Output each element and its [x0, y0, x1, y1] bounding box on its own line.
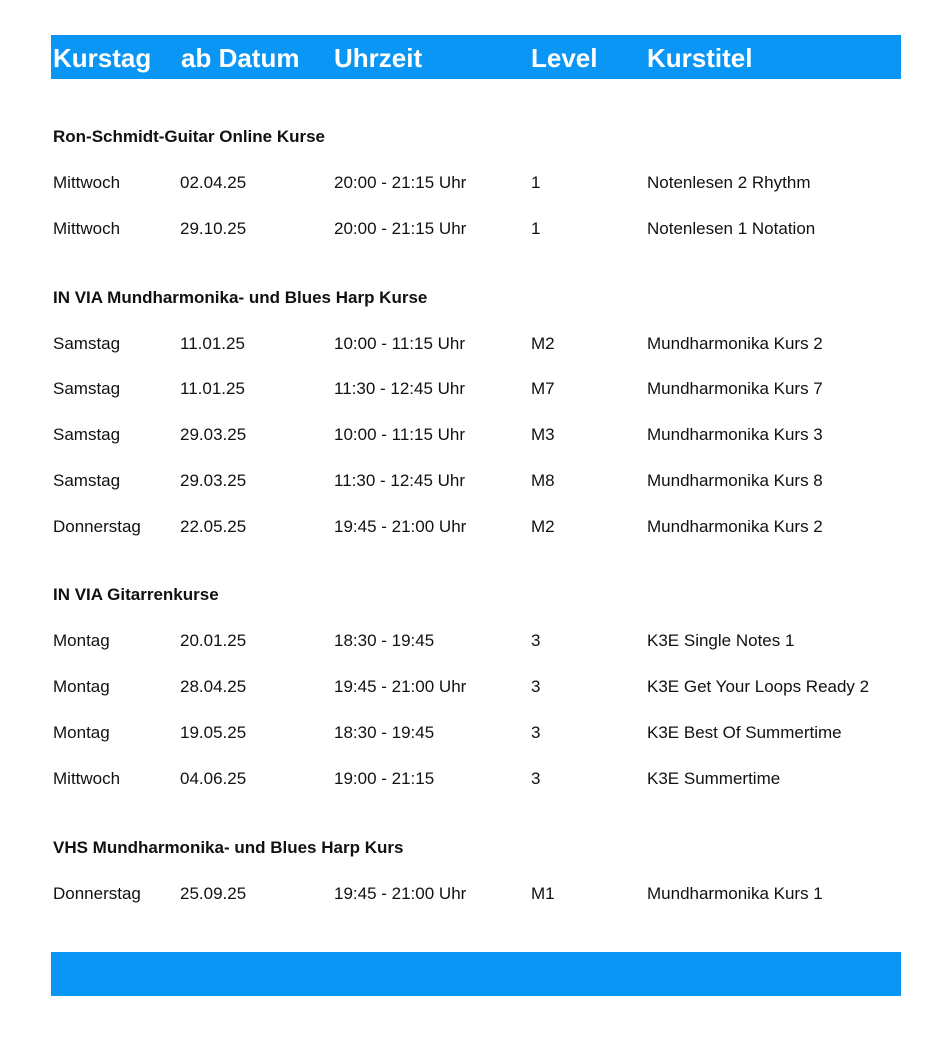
table-row [0, 884, 942, 908]
cell-kurstitel: Mundharmonika Kurs 2 [647, 334, 823, 353]
cell-datum: 19.05.25 [180, 723, 247, 742]
cell-kurstag: Montag [53, 677, 110, 696]
cell-uhrzeit: 10:00 - 11:15 Uhr [334, 334, 466, 353]
header-ab-datum: ab Datum [181, 43, 300, 73]
cell-level: 3 [531, 677, 541, 696]
cell-kurstitel: K3E Summertime [647, 769, 781, 788]
cell-datum: 04.06.25 [180, 769, 247, 788]
table-row [0, 334, 942, 358]
table-footer [51, 952, 901, 996]
cell-datum: 22.05.25 [180, 517, 247, 536]
header-uhrzeit: Uhrzeit [334, 43, 423, 73]
cell-datum: 29.03.25 [180, 425, 247, 444]
cell-kurstitel: Notenlesen 1 Notation [647, 219, 816, 238]
section-title-vhs-mundharmonika: VHS Mundharmonika- und Blues Harp Kurs [53, 838, 404, 857]
cell-level: 1 [531, 219, 541, 238]
cell-uhrzeit: 19:00 - 21:15 [334, 769, 435, 788]
cell-kurstag: Donnerstag [53, 884, 141, 903]
cell-level: M2 [531, 517, 555, 536]
header-kurstag: Kurstag [53, 43, 152, 73]
cell-kurstag: Samstag [53, 425, 121, 444]
cell-level: 3 [531, 631, 541, 650]
cell-kurstag: Montag [53, 723, 110, 742]
cell-kurstitel: K3E Best Of Summertime [647, 723, 842, 742]
table-row [0, 425, 942, 449]
header-level: Level [531, 43, 598, 73]
cell-kurstag: Montag [53, 631, 110, 650]
cell-kurstitel: K3E Single Notes 1 [647, 631, 795, 650]
cell-uhrzeit: 11:30 - 12:45 Uhr [334, 379, 466, 398]
cell-uhrzeit: 19:45 - 21:00 Uhr [334, 517, 467, 536]
cell-level: 3 [531, 769, 541, 788]
cell-level: M2 [531, 334, 555, 353]
cell-kurstag: Samstag [53, 471, 121, 490]
table-header [51, 35, 901, 79]
section-title-ron-schmidt: Ron-Schmidt-Guitar Online Kurse [53, 127, 326, 146]
cell-uhrzeit: 20:00 - 21:15 Uhr [334, 173, 467, 192]
cell-level: 1 [531, 173, 541, 192]
cell-kurstag: Donnerstag [53, 517, 141, 536]
cell-datum: 29.03.25 [180, 471, 247, 490]
cell-datum: 25.09.25 [180, 884, 247, 903]
cell-datum: 11.01.25 [180, 379, 245, 398]
cell-kurstag: Samstag [53, 379, 121, 398]
cell-kurstitel: Mundharmonika Kurs 2 [647, 517, 823, 536]
cell-level: M1 [531, 884, 555, 903]
cell-datum: 29.10.25 [180, 219, 247, 238]
table-row [0, 219, 942, 243]
cell-kurstitel: Mundharmonika Kurs 1 [647, 884, 823, 903]
cell-level: 3 [531, 723, 541, 742]
cell-uhrzeit: 10:00 - 11:15 Uhr [334, 425, 466, 444]
cell-uhrzeit: 20:00 - 21:15 Uhr [334, 219, 467, 238]
cell-kurstag: Samstag [53, 334, 121, 353]
table-row [0, 677, 942, 701]
table-row [0, 769, 942, 793]
cell-kurstitel: Notenlesen 2 Rhythm [647, 173, 811, 192]
cell-uhrzeit: 19:45 - 21:00 Uhr [334, 677, 467, 696]
cell-level: M3 [531, 425, 555, 444]
cell-datum: 11.01.25 [180, 334, 245, 353]
cell-level: M8 [531, 471, 555, 490]
table-row [0, 379, 942, 403]
cell-datum: 20.01.25 [180, 631, 247, 650]
table-row [0, 723, 942, 747]
cell-kurstag: Mittwoch [53, 173, 121, 192]
cell-uhrzeit: 18:30 - 19:45 [334, 723, 435, 742]
table-row [0, 631, 942, 655]
table-row [0, 471, 942, 495]
cell-kurstag: Mittwoch [53, 219, 121, 238]
cell-kurstitel: K3E Get Your Loops Ready 2 [647, 677, 870, 696]
header-kurstitel: Kurstitel [647, 43, 753, 73]
cell-datum: 28.04.25 [180, 677, 247, 696]
cell-datum: 02.04.25 [180, 173, 247, 192]
cell-uhrzeit: 11:30 - 12:45 Uhr [334, 471, 466, 490]
cell-kurstitel: Mundharmonika Kurs 7 [647, 379, 823, 398]
cell-uhrzeit: 19:45 - 21:00 Uhr [334, 884, 467, 903]
cell-uhrzeit: 18:30 - 19:45 [334, 631, 435, 650]
cell-level: M7 [531, 379, 555, 398]
table-row [0, 173, 942, 197]
cell-kurstag: Mittwoch [53, 769, 121, 788]
section-title-in-via-gitarrenkurse: IN VIA Gitarrenkurse [53, 585, 219, 604]
cell-kurstitel: Mundharmonika Kurs 8 [647, 471, 823, 490]
table-row [0, 517, 942, 541]
cell-kurstitel: Mundharmonika Kurs 3 [647, 425, 823, 444]
section-title-in-via-mundharmonika: IN VIA Mundharmonika- und Blues Harp Kurse [53, 288, 428, 307]
